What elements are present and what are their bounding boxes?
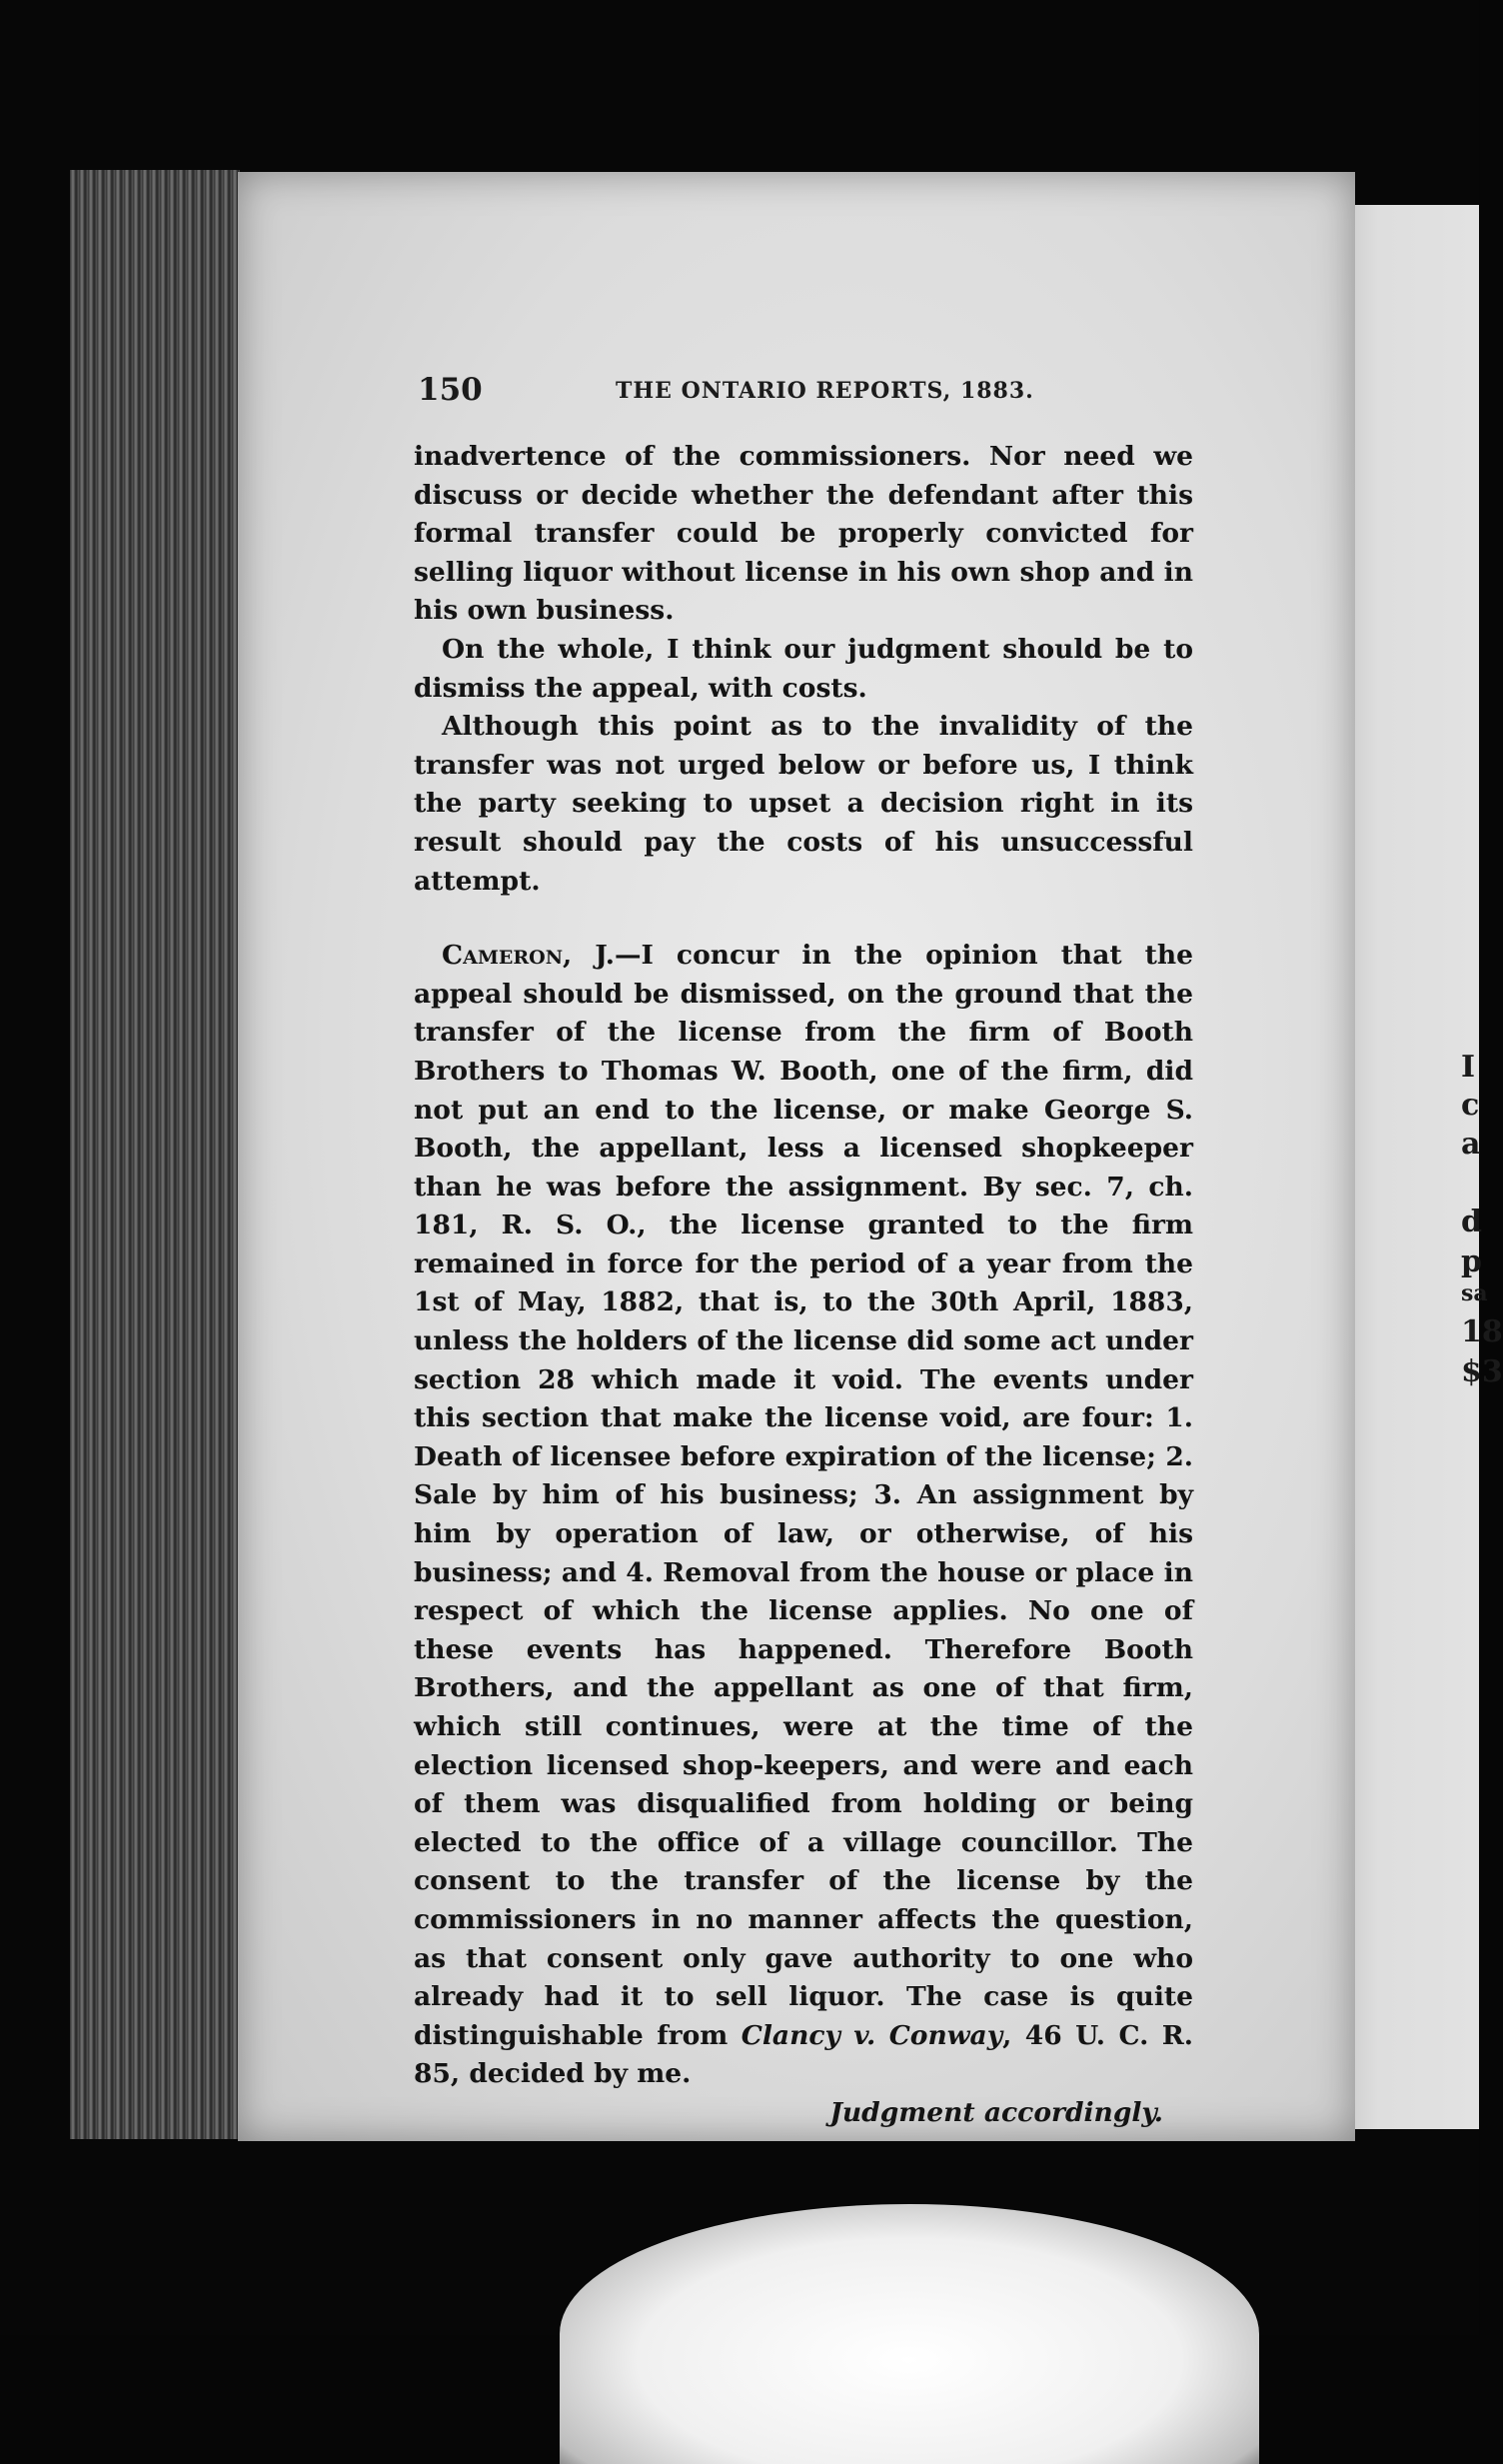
judge-name: Cameron, J. <box>442 940 616 972</box>
paragraph: inadvertence of the commissioners. Nor need we discuss or decide whether the defendant after this formal transfer could be properly convicted for selling liquor without license in his own shop and in his own business. <box>414 441 1193 627</box>
adjacent-page-fragment: I <box>1461 1050 1476 1085</box>
running-head: THE ONTARIO REPORTS, 1883. <box>616 378 1034 404</box>
opinion-text-end: , 46 U. C. R. 85, decided by me. <box>414 2019 1193 2090</box>
adjacent-page-fragment: p <box>1461 1244 1482 1279</box>
judge-opinion <box>414 937 1193 2094</box>
adjacent-page-fragment: $3 <box>1461 1354 1503 1389</box>
adjacent-page-fragment: a <box>1461 1127 1481 1162</box>
page-body <box>414 438 1193 2133</box>
paragraph-gap <box>414 901 1193 937</box>
paragraph: Although this point as to the invalidity of the transfer was not urged below or before us, I think the party seeking to upset a decision right in its result should pay the costs of his unsuccessful attempt. <box>414 711 1193 897</box>
adjacent-page-fragment: d <box>1461 1205 1482 1239</box>
page-header <box>418 372 1217 416</box>
verdict: Judgment accordingly. <box>829 2096 1163 2128</box>
paragraph: On the whole, I think our judgment should be to dismiss the appeal, with costs. <box>414 633 1193 704</box>
case-citation: Clancy v. Conway <box>741 2019 1003 2051</box>
adjacent-page-fragment: sa <box>1461 1280 1488 1306</box>
page-number: 150 <box>418 372 483 408</box>
scan-glare <box>560 2204 1259 2464</box>
adjacent-page-fragment: c <box>1461 1088 1480 1123</box>
book-page-edges <box>70 170 240 2139</box>
opinion-text: —I concur in the opinion that the appeal should be dismissed, on the ground that the transfer of the license from the firm of Booth Brothers to Thomas W. Booth, one of the firm, did not put an end to the license, or make George S. Booth, the appellant, less a licensed shopkeeper than he was before the assignment. By sec. 7, ch. 181, R. S. O., the license granted to the firm remained in force for the period of a year from the 1st of May, 1882, that is, to the 30th April, 1883, unless the holders of the license did some act under section 28 which made it void. The events under this section that make the license void, are four: 1. Death of licensee before expiration of the license; 2. Sale by him of his business; 3. An assignment by him by operation of law, or otherwise, of his business; and 4. Removal from the house or place in respect of which the license applies. No one of these events has happened. Therefore Booth Brothers, and the appellant as one of that firm, which still continues, were at the time of the election licensed shop-keepers, and were and each of them was disqualified from holding or being elected to the office of a village councillor. The consent to the transfer of the license by the commissioners in no manner affects the question, as that consent only gave authority to one who already had it to sell liquor. The case is quite distinguishable from <box>414 940 1193 2051</box>
adjacent-page-fragment: 18 <box>1461 1314 1503 1349</box>
